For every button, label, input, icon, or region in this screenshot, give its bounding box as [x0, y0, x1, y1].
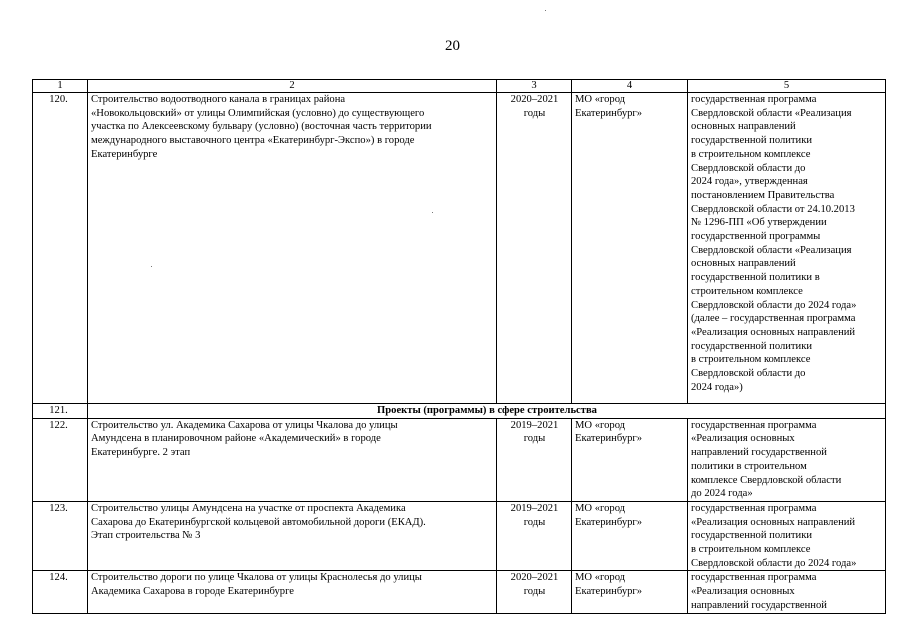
row-number: 122.	[33, 418, 88, 501]
row-number: 121.	[33, 404, 88, 419]
table-row	[33, 93, 886, 404]
project-description: Строительство водоотводного канала в границах района «Новокольцовский» от улицы Олимпийская (условно) до существующего участка по Алексеевскому бульвару (условно) (восточная часть территории международного выставочного центра «Екатеринбург-Экспо») в городе Екатеринбурге	[88, 93, 497, 404]
implementation-years: 2020–2021 годы	[497, 571, 572, 613]
scan-speck	[432, 212, 433, 213]
table-row	[33, 571, 886, 613]
legal-basis: государственная программа «Реализация основных направлений государственной политики в строительном комплексе Свердловской области до 2024 года»	[688, 418, 886, 501]
legal-basis: государственная программа Свердловской области «Реализация основных направлений государственной политики в строительном комплексе Свердловской области до 2024 года», утвержденная постановлением Правительства Свердловской области от 24.10.2013 № 1296-ПП «Об утверждении государственной программы Свердловской области «Реализация основных направлений государственной политики в строительном комплексе Свердловской области до 2024 года» (далее – государственная программа «Реализация основных направлений государственной политики в строительном комплексе Свердловской области до 2024 года»)	[688, 93, 886, 404]
column-header: 5	[688, 80, 886, 93]
implementation-years: 2020–2021 годы	[497, 93, 572, 404]
legal-basis: государственная программа «Реализация основных направлений государственной политики в строительном комплексе Свердловской области до 2024 года»	[688, 501, 886, 571]
projects-table	[32, 79, 886, 614]
implementation-years: 2019–2021 годы	[497, 418, 572, 501]
legal-basis: государственная программа «Реализация основных направлений государственной	[688, 571, 886, 613]
page-number: 20	[445, 38, 460, 54]
column-header: 1	[33, 80, 88, 93]
table-row	[33, 501, 886, 571]
table-row	[33, 418, 886, 501]
section-row	[33, 404, 886, 419]
scan-speck	[151, 266, 152, 267]
column-header: 4	[572, 80, 688, 93]
row-number: 124.	[33, 571, 88, 613]
row-number: 123.	[33, 501, 88, 571]
municipality: МО «город Екатеринбург»	[572, 501, 688, 571]
municipality: МО «город Екатеринбург»	[572, 418, 688, 501]
scan-speck	[545, 10, 546, 11]
section-title: Проекты (программы) в сфере строительства	[88, 404, 886, 419]
implementation-years: 2019–2021 годы	[497, 501, 572, 571]
project-description: Строительство улицы Амундсена на участке от проспекта Академика Сахарова до Екатеринбургской кольцевой автомобильной дороги (ЕКАД). Этап строительства № 3	[88, 501, 497, 571]
row-number: 120.	[33, 93, 88, 404]
table-header-row	[33, 80, 886, 93]
column-header: 3	[497, 80, 572, 93]
municipality: МО «город Екатеринбург»	[572, 571, 688, 613]
municipality: МО «город Екатеринбург»	[572, 93, 688, 404]
column-header: 2	[88, 80, 497, 93]
project-description: Строительство дороги по улице Чкалова от улицы Краснолесья до улицы Академика Сахарова в городе Екатеринбурге	[88, 571, 497, 613]
project-description: Строительство ул. Академика Сахарова от улицы Чкалова до улицы Амундсена в планировочном районе «Академический» в городе Екатеринбурге. 2 этап	[88, 418, 497, 501]
